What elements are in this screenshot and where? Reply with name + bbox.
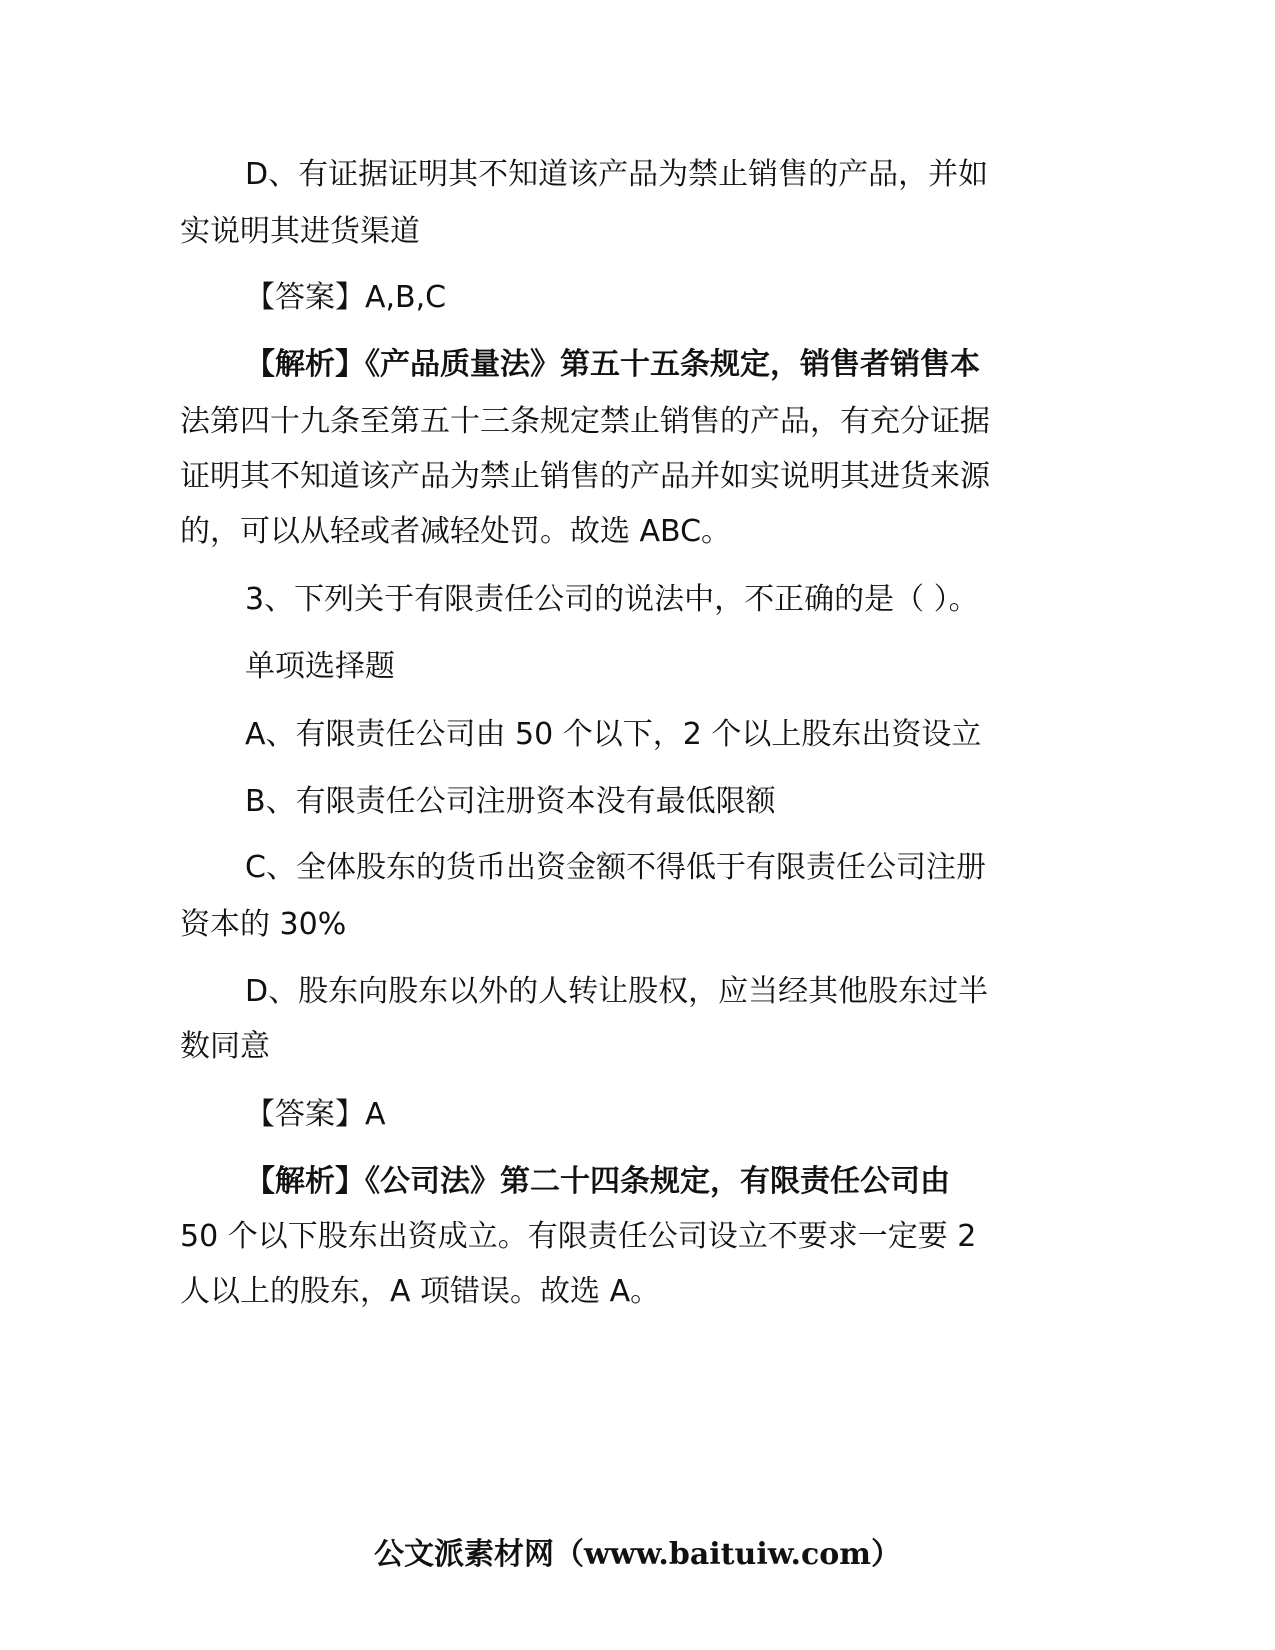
- option-c-line-1: C、全体股东的货币出资金额不得低于有限责任公司注册: [245, 850, 986, 885]
- option-d2-line-2: 数同意: [180, 1029, 270, 1064]
- footer-watermark: 公文派素材网（www.baituiw.com）: [373, 1537, 902, 1572]
- option-b: B、有限责任公司注册资本没有最低限额: [245, 784, 776, 819]
- option-c-line-2: 资本的 30%: [180, 907, 347, 942]
- option-d-line-2: 实说明其进货渠道: [180, 214, 420, 249]
- question-title: 3、下列关于有限责任公司的说法中，不正确的是（ ）。: [245, 582, 979, 617]
- question-type: 单项选择题: [245, 649, 395, 684]
- option-d2-line-1: D、股东向股东以外的人转让股权，应当经其他股东过半: [245, 974, 989, 1009]
- analysis-line-3: 证明其不知道该产品为禁止销售的产品并如实说明其进货来源: [180, 459, 990, 494]
- option-a: A、有限责任公司由 50 个以下，2 个以上股东出资设立: [245, 717, 982, 752]
- option-d-line-1: D、有证据证明其不知道该产品为禁止销售的产品，并如: [245, 157, 989, 192]
- analysis2-line-1: 【解析】《公司法》第二十四条规定，有限责任公司由: [245, 1164, 950, 1199]
- analysis-line-1: 【解析】《产品质量法》第五十五条规定，销售者销售本: [245, 347, 980, 382]
- analysis-line-4: 的，可以从轻或者减轻处罚。故选 ABC。: [180, 514, 732, 549]
- answer-label: 【答案】A,B,C: [245, 280, 447, 315]
- answer-label-2: 【答案】A: [245, 1097, 386, 1132]
- analysis2-line-3: 人以上的股东，A 项错误。故选 A。: [180, 1274, 661, 1309]
- analysis2-line-2: 50 个以下股东出资成立。有限责任公司设立不要求一定要 2: [180, 1219, 977, 1254]
- analysis-line-2: 法第四十九条至第五十三条规定禁止销售的产品，有充分证据: [180, 404, 990, 439]
